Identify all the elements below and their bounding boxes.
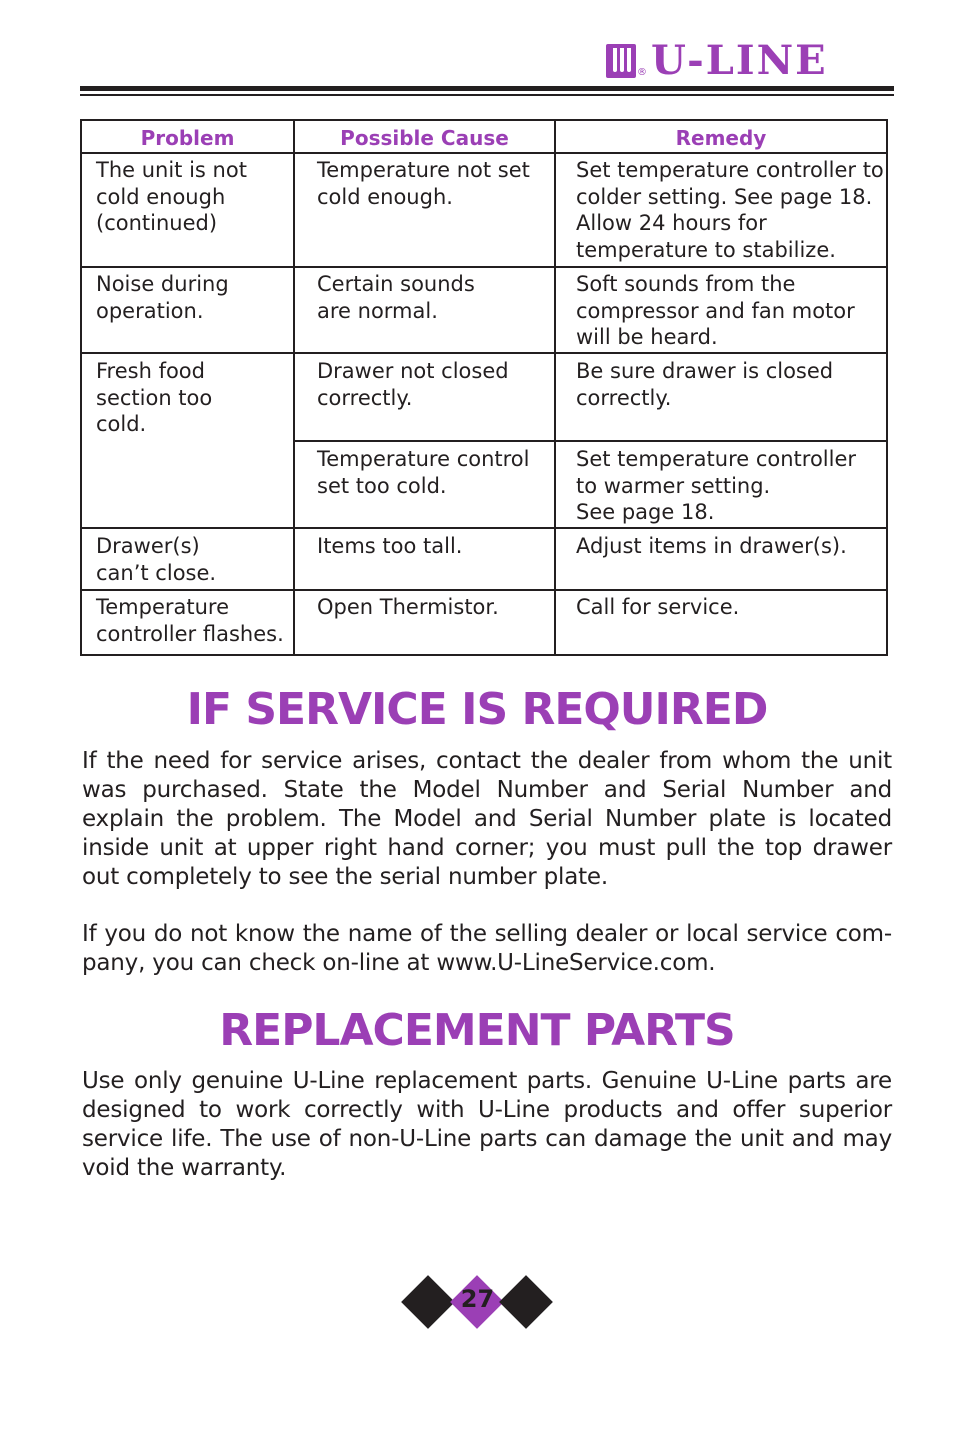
cell-problem: The unit is not cold enough (continued) (96, 158, 247, 235)
column-divider (554, 121, 556, 654)
cell-cause: Temperature control set too cold. (317, 447, 530, 498)
row-divider (82, 589, 886, 591)
cell-cause: Drawer not closed correctly. (317, 359, 509, 410)
cell-remedy: Adjust items in drawer(s). (576, 534, 847, 558)
header-rule-thick (80, 86, 894, 91)
column-divider (293, 121, 295, 654)
cell-problem: Noise during operation. (96, 272, 229, 323)
row-divider (82, 527, 886, 529)
cell-problem: Temperature controller flashes. (96, 595, 284, 646)
cell-cause: Items too tall. (317, 534, 463, 558)
cell-cause: Temperature not set cold enough. (317, 158, 530, 209)
brand-name: U-LINE (651, 37, 828, 84)
cell-remedy: Be sure drawer is closed correctly. (576, 359, 834, 410)
cell-remedy: Soft sounds from the compressor and fan motor will be heard. (576, 272, 855, 349)
cell-remedy: Set temperature controller to colder setting. See page 18. Allow 24 hours for temperature to stabilize. (576, 158, 884, 262)
u-line-logo-icon (606, 44, 636, 78)
page-number-badge (400, 1273, 555, 1331)
service-heading: IF SERVICE IS REQUIRED (186, 684, 768, 735)
cell-cause: Certain sounds are normal. (317, 272, 475, 323)
parts-heading: REPLACEMENT PARTS (219, 1005, 735, 1056)
cell-problem: Drawer(s) can’t close. (96, 534, 217, 585)
row-divider (293, 440, 886, 442)
header-possible-cause: Possible Cause (340, 126, 509, 150)
header-remedy: Remedy (675, 126, 767, 150)
registered-mark: ® (637, 67, 647, 78)
header-problem: Problem (140, 126, 235, 150)
row-divider (82, 352, 886, 354)
cell-cause: Open Thermistor. (317, 595, 499, 619)
service-paragraph-online: If you do not know the name of the selling dealer or local service com-pany, you can check on-line at www.U-LineService.com. (82, 921, 892, 976)
parts-paragraph: Use only genuine U-Line replacement parts. Genuine U-Line parts are designed to work correctly with U-Line products and offer superior service life. The use of non-U-Line parts can damage the unit and may void the warranty. (82, 1068, 892, 1181)
service-paragraph: If the need for service arises, contact the dealer from whom the unit was purchased. State the Model Number and Serial Number and explain the problem. The Model and Serial Number plate is located inside unit at upper right hand corner; you must pull the top drawer out completely to see the serial number plate. (82, 748, 892, 890)
troubleshooting-table (80, 119, 888, 656)
cell-remedy: Set temperature controller to warmer setting. See page 18. (576, 447, 857, 524)
page-number: 27 (460, 1285, 495, 1313)
cell-remedy: Call for service. (576, 595, 740, 619)
cell-problem: Fresh food section too cold. (96, 359, 213, 436)
header-rule-thin (80, 94, 894, 96)
brand-logo (606, 37, 828, 84)
row-divider (82, 266, 886, 268)
